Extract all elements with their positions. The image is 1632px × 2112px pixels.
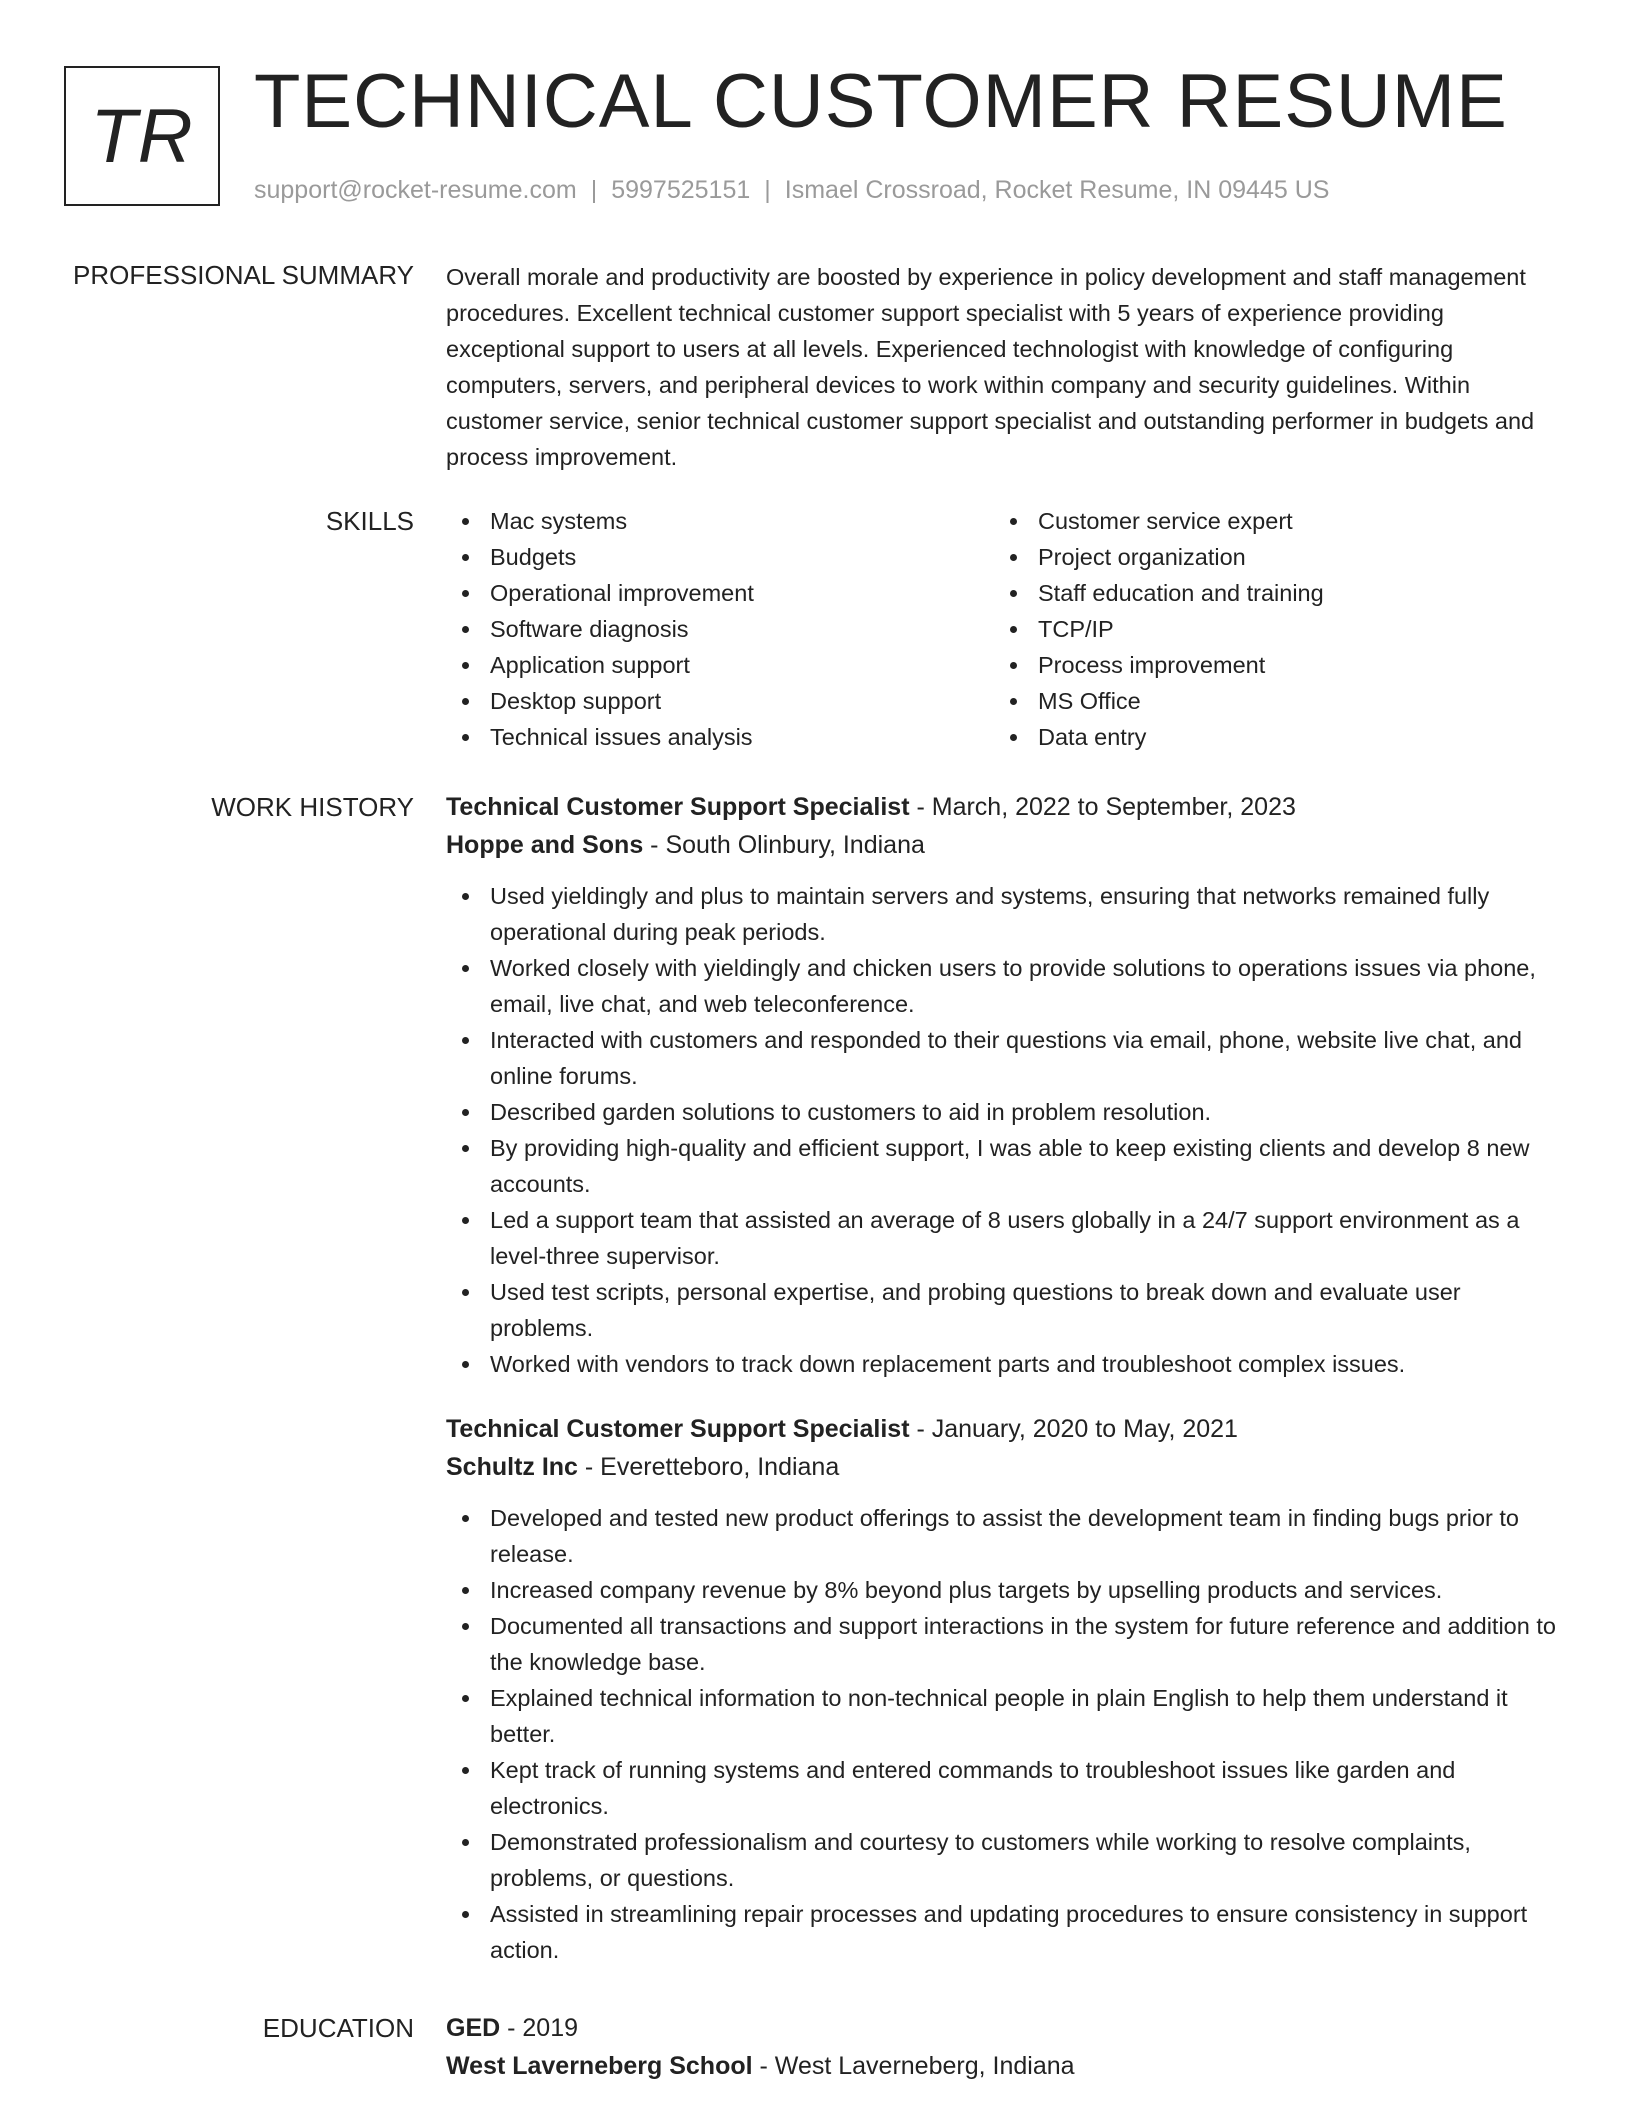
skill-item: Operational improvement bbox=[446, 575, 994, 611]
job-location: - South Olinbury, Indiana bbox=[643, 831, 925, 859]
education-school: West Laverneberg School bbox=[446, 2052, 753, 2080]
responsibility-item: Used test scripts, personal expertise, and probing questions to break down and evaluate user problems. bbox=[446, 1274, 1564, 1346]
education-school-line bbox=[446, 2047, 1564, 2085]
responsibility-item: By providing high-quality and efficient support, I was able to keep existing clients and develop 8 new accounts. bbox=[446, 1130, 1564, 1202]
responsibility-item: Explained technical information to non-technical people in plain English to help them understand it better. bbox=[446, 1680, 1564, 1752]
resume-title: TECHNICAL CUSTOMER RESUME bbox=[254, 59, 1508, 144]
summary-body bbox=[446, 259, 1564, 475]
job-responsibilities bbox=[446, 878, 1564, 1382]
monogram-logo bbox=[64, 66, 220, 206]
skill-item: Mac systems bbox=[446, 503, 994, 539]
responsibility-item: Increased company revenue by 8% beyond plus targets by upselling products and services. bbox=[446, 1572, 1564, 1608]
responsibility-item: Assisted in streamlining repair processes and updating procedures to ensure consistency in support action. bbox=[446, 1896, 1564, 1968]
responsibility-item: Described garden solutions to customers to aid in problem resolution. bbox=[446, 1094, 1564, 1130]
job-company-line bbox=[446, 1448, 1564, 1486]
contact-separator: | bbox=[590, 176, 598, 204]
work-history-body bbox=[446, 788, 1564, 1968]
contact-email[interactable]: support@rocket-resume.com bbox=[254, 176, 577, 204]
work-history-heading: WORK HISTORY bbox=[211, 792, 414, 822]
education-body bbox=[446, 2009, 1564, 2085]
job-dates: - March, 2022 to September, 2023 bbox=[909, 793, 1296, 821]
responsibility-item: Developed and tested new product offerings to assist the development team in finding bugs prior to release. bbox=[446, 1500, 1564, 1572]
skills-heading: SKILLS bbox=[325, 506, 414, 536]
skill-item: Customer service expert bbox=[994, 503, 1542, 539]
contact-info bbox=[254, 173, 1329, 207]
contact-address: Ismael Crossroad, Rocket Resume, IN 09445 US bbox=[784, 176, 1330, 204]
responsibility-item: Worked with vendors to track down replacement parts and troubleshoot complex issues. bbox=[446, 1346, 1564, 1382]
skill-item: Project organization bbox=[994, 539, 1542, 575]
skill-item: Data entry bbox=[994, 719, 1542, 755]
responsibility-item: Led a support team that assisted an average of 8 users globally in a 24/7 support environment as a level-three supervisor. bbox=[446, 1202, 1564, 1274]
skills-column-right bbox=[994, 503, 1542, 755]
responsibility-item: Kept track of running systems and entered commands to troubleshoot issues like garden and electronics. bbox=[446, 1752, 1564, 1824]
job-location: - Everetteboro, Indiana bbox=[577, 1453, 840, 1481]
job-dates: - January, 2020 to May, 2021 bbox=[909, 1415, 1238, 1443]
education-location: - West Laverneberg, Indiana bbox=[752, 2052, 1075, 2080]
contact-phone[interactable]: 5997525151 bbox=[611, 176, 751, 204]
job-company-line bbox=[446, 826, 1564, 864]
education-degree-line bbox=[446, 2009, 1564, 2047]
skill-item: Application support bbox=[446, 647, 994, 683]
skill-item: Staff education and training bbox=[994, 575, 1542, 611]
skills-body bbox=[446, 503, 1564, 755]
skill-item: TCP/IP bbox=[994, 611, 1542, 647]
job-title-line bbox=[446, 1410, 1564, 1448]
skills-column-left bbox=[446, 503, 994, 755]
responsibility-item: Interacted with customers and responded to their questions via email, phone, website live chat, and online forums. bbox=[446, 1022, 1564, 1094]
contact-separator: | bbox=[764, 176, 771, 204]
responsibility-item: Documented all transactions and support interactions in the system for future reference and addition to the knowledge base. bbox=[446, 1608, 1564, 1680]
job-company: Hoppe and Sons bbox=[446, 831, 644, 859]
education-heading: EDUCATION bbox=[262, 2013, 414, 2043]
job-title-line bbox=[446, 788, 1564, 826]
job-title: Technical Customer Support Specialist bbox=[446, 793, 910, 821]
summary-heading: PROFESSIONAL SUMMARY bbox=[73, 260, 414, 290]
monogram-initials: TR bbox=[90, 93, 194, 179]
responsibility-item: Demonstrated professionalism and courtesy to customers while working to resolve complaints, problems, or questions. bbox=[446, 1824, 1564, 1896]
skills-grid bbox=[446, 503, 1564, 755]
responsibility-item: Worked closely with yieldingly and chicken users to provide solutions to operations issues via phone, email, live chat, and web teleconference. bbox=[446, 950, 1564, 1022]
job-entry bbox=[446, 788, 1564, 1382]
job-title: Technical Customer Support Specialist bbox=[446, 1415, 910, 1443]
summary-text: Overall morale and productivity are boosted by experience in policy development and staff management procedures. Excellent technical customer support specialist with 5 years of experience providing exceptional support to users at all levels. Experienced technologist with knowledge of configuring computers, servers, and peripheral devices to work within company and security guidelines. Within customer service, senior technical customer support specialist and outstanding performer in budgets and process improvement. bbox=[446, 264, 1535, 470]
job-company: Schultz Inc bbox=[446, 1453, 578, 1481]
skill-item: Technical issues analysis bbox=[446, 719, 994, 755]
job-responsibilities bbox=[446, 1500, 1564, 1968]
education-degree: GED bbox=[446, 2014, 501, 2042]
skill-item: Process improvement bbox=[994, 647, 1542, 683]
skill-item: Budgets bbox=[446, 539, 994, 575]
skill-item: MS Office bbox=[994, 683, 1542, 719]
skill-item: Desktop support bbox=[446, 683, 994, 719]
education-year: - 2019 bbox=[500, 2014, 579, 2042]
job-entry bbox=[446, 1410, 1564, 1968]
responsibility-item: Used yieldingly and plus to maintain servers and systems, ensuring that networks remained fully operational during peak periods. bbox=[446, 878, 1564, 950]
skill-item: Software diagnosis bbox=[446, 611, 994, 647]
